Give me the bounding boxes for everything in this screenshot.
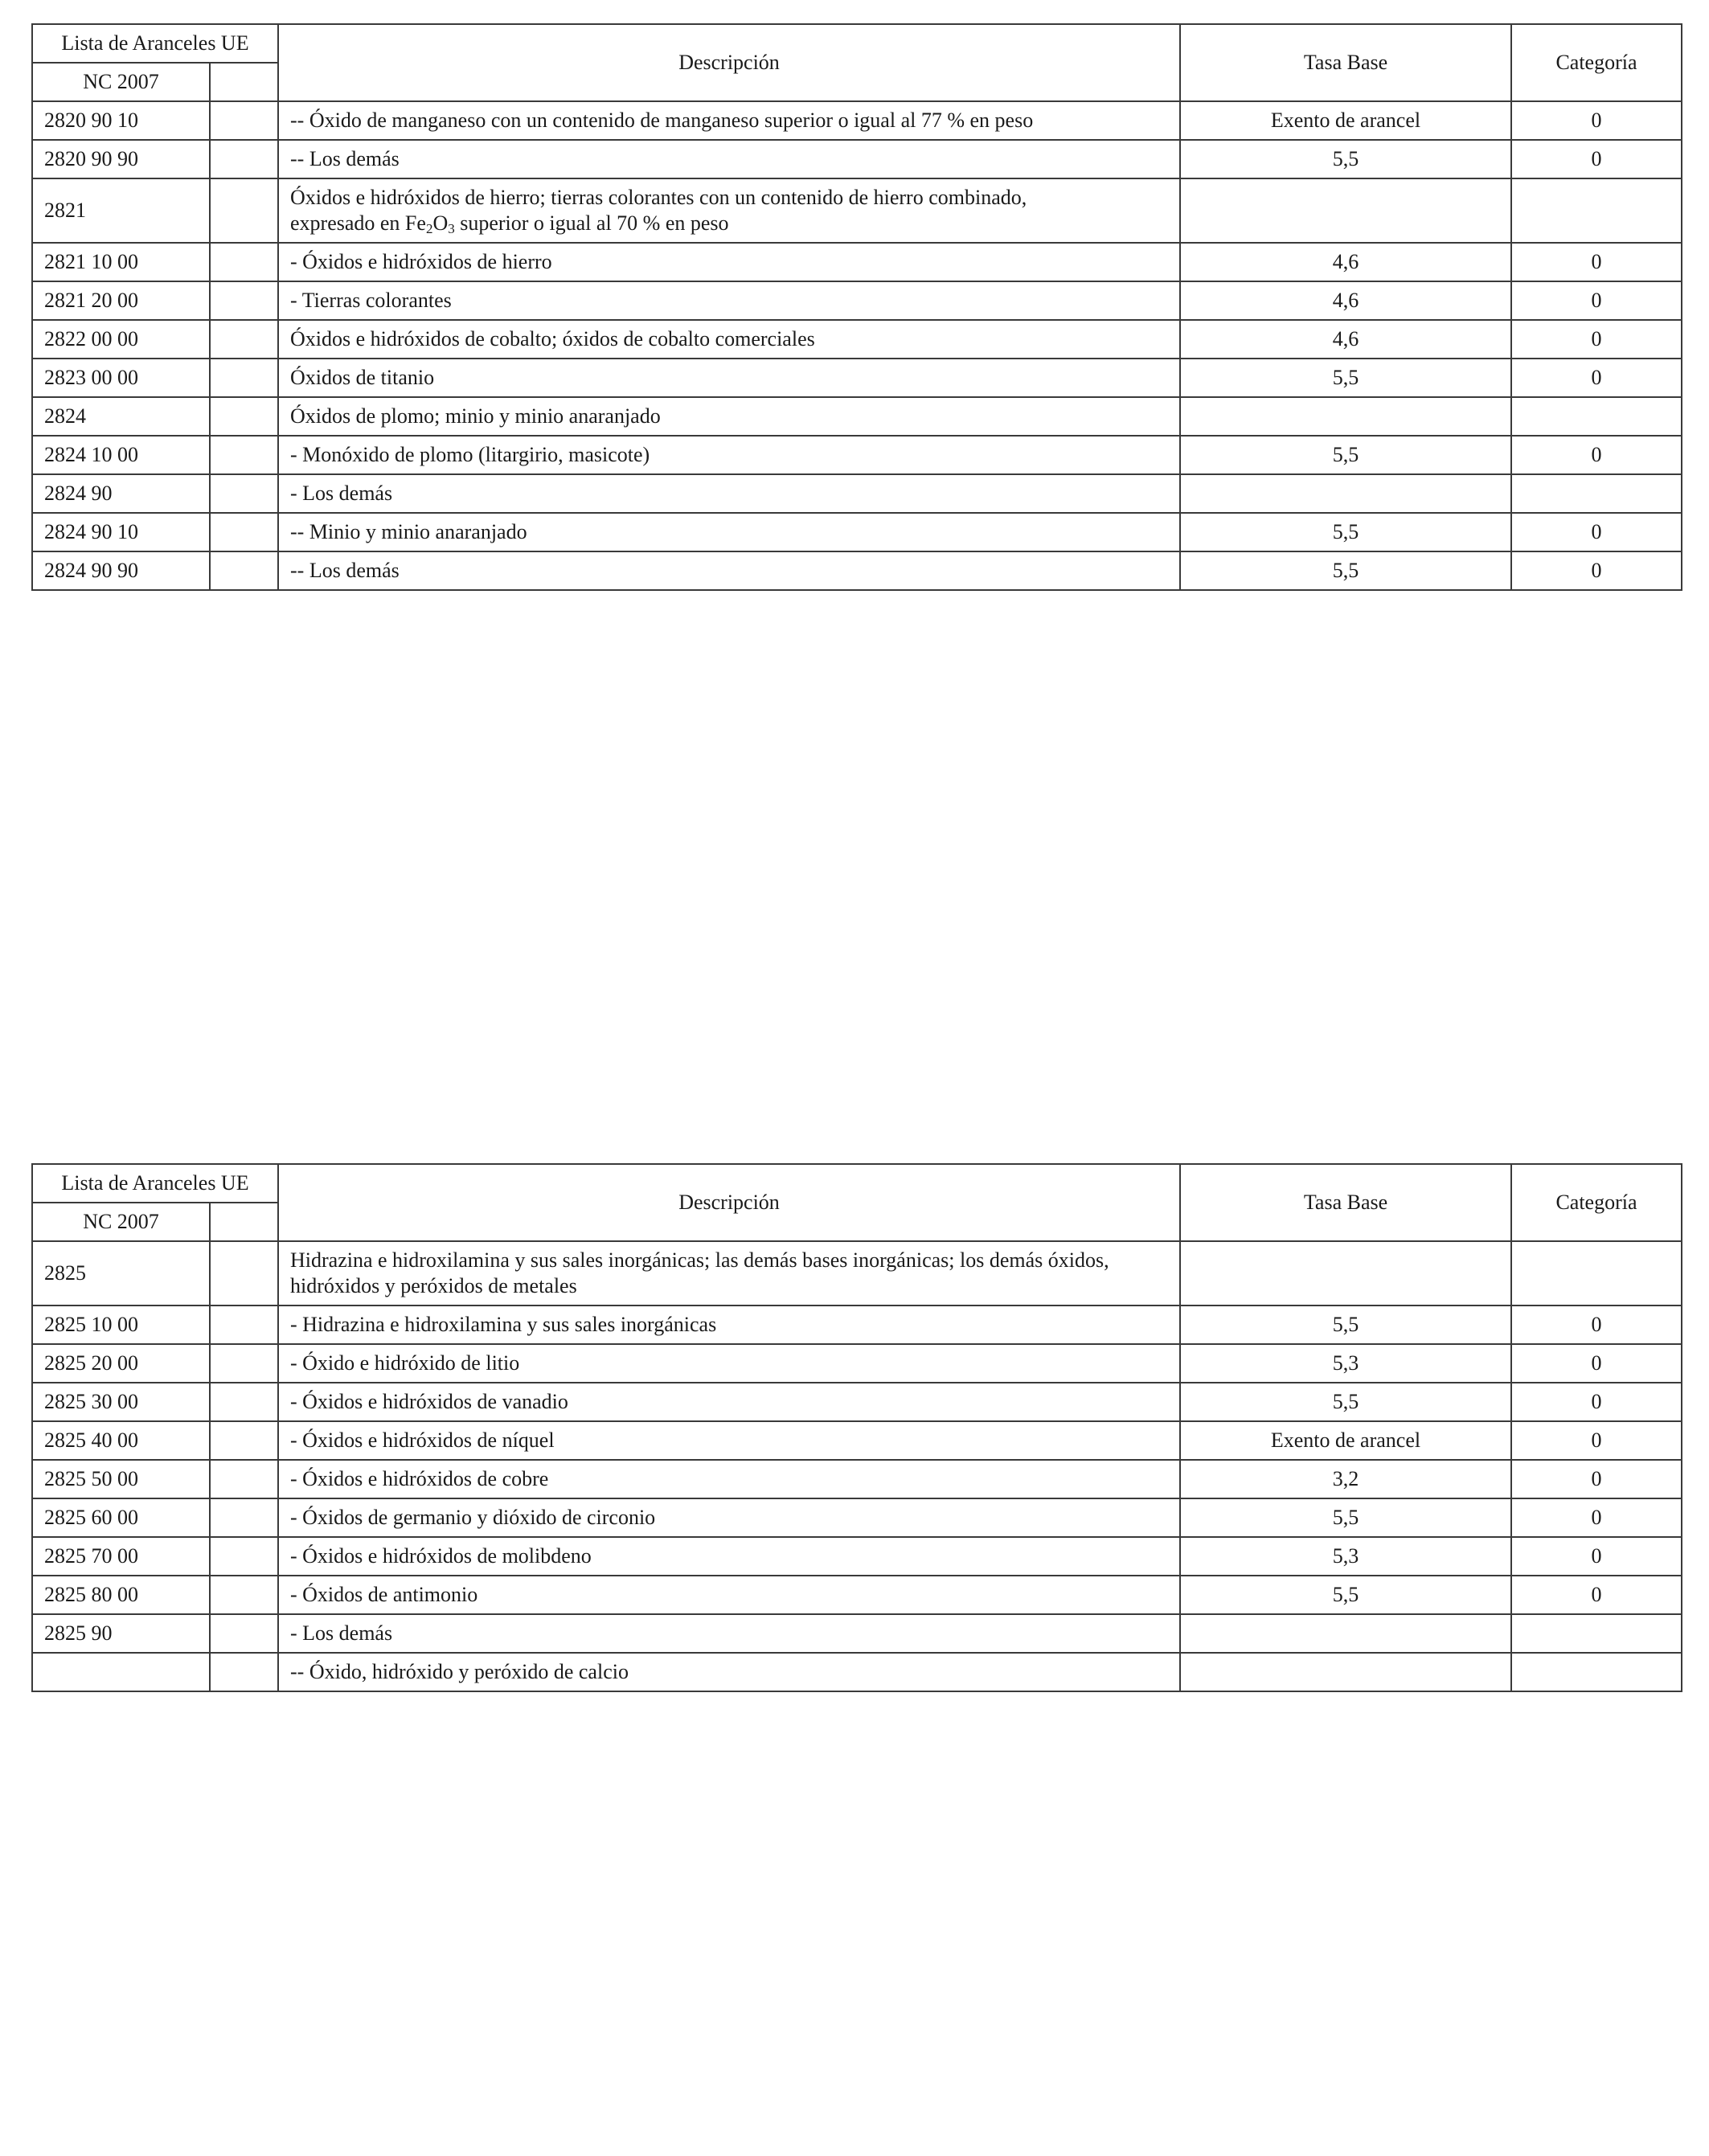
cell-cat: 0 bbox=[1511, 1576, 1682, 1614]
cell-blank bbox=[210, 474, 278, 513]
subscript: 2 bbox=[425, 221, 433, 236]
cell-cat: 0 bbox=[1511, 1421, 1682, 1460]
table-row bbox=[32, 513, 1682, 551]
cell-blank bbox=[210, 513, 278, 551]
cell-code: 2823 00 00 bbox=[32, 359, 210, 397]
cell-code: 2824 10 00 bbox=[32, 436, 210, 474]
header-tasa-base: Tasa Base bbox=[1180, 24, 1511, 101]
header-blank-cell bbox=[210, 1203, 278, 1241]
cell-tasa: 5,5 bbox=[1180, 1383, 1511, 1421]
cell-desc: - Óxidos e hidróxidos de hierro bbox=[278, 243, 1180, 281]
table-row bbox=[32, 1305, 1682, 1344]
cell-tasa: 4,6 bbox=[1180, 320, 1511, 359]
cell-tasa bbox=[1180, 1241, 1511, 1305]
desc-line-1: Óxidos e hidróxidos de hierro; tierras colorantes con un contenido de hierro combinado, bbox=[290, 186, 1027, 209]
cell-desc: Óxidos de plomo; minio y minio anaranjado bbox=[278, 397, 1180, 436]
cell-desc: -- Óxido, hidróxido y peróxido de calcio bbox=[278, 1653, 1180, 1691]
desc-text: expresado en Fe bbox=[290, 211, 426, 235]
cell-code: 2825 10 00 bbox=[32, 1305, 210, 1344]
cell-blank bbox=[210, 551, 278, 590]
table-row bbox=[32, 1460, 1682, 1498]
cell-blank bbox=[210, 436, 278, 474]
cell-tasa: 5,5 bbox=[1180, 359, 1511, 397]
cell-code: 2821 10 00 bbox=[32, 243, 210, 281]
cell-code: 2825 60 00 bbox=[32, 1498, 210, 1537]
cell-tasa: 3,2 bbox=[1180, 1460, 1511, 1498]
cell-desc: - Los demás bbox=[278, 474, 1180, 513]
cell-desc: - Óxidos de germanio y dióxido de circonio bbox=[278, 1498, 1180, 1537]
cell-code: 2824 90 90 bbox=[32, 551, 210, 590]
cell-desc: - Óxidos e hidróxidos de cobre bbox=[278, 1460, 1180, 1498]
cell-blank bbox=[210, 1537, 278, 1576]
cell-tasa: 4,6 bbox=[1180, 243, 1511, 281]
cell-code: 2821 20 00 bbox=[32, 281, 210, 320]
table-row bbox=[32, 1498, 1682, 1537]
cell-desc: -- Los demás bbox=[278, 551, 1180, 590]
cell-code: 2824 90 bbox=[32, 474, 210, 513]
cell-code: 2824 90 10 bbox=[32, 513, 210, 551]
header-row bbox=[32, 1164, 1682, 1203]
cell-cat bbox=[1511, 178, 1682, 243]
cell-tasa: 5,5 bbox=[1180, 513, 1511, 551]
table-row bbox=[32, 551, 1682, 590]
cell-code: 2821 bbox=[32, 178, 210, 243]
cell-tasa bbox=[1180, 178, 1511, 243]
cell-cat: 0 bbox=[1511, 243, 1682, 281]
header-nc-2007: NC 2007 bbox=[32, 63, 210, 101]
table-row bbox=[32, 1614, 1682, 1653]
header-nc-2007: NC 2007 bbox=[32, 1203, 210, 1241]
cell-cat: 0 bbox=[1511, 1305, 1682, 1344]
cell-code: 2820 90 90 bbox=[32, 140, 210, 178]
cell-cat: 0 bbox=[1511, 320, 1682, 359]
table-row bbox=[32, 1537, 1682, 1576]
cell-code: 2825 80 00 bbox=[32, 1576, 210, 1614]
cell-desc: - Óxidos e hidróxidos de vanadio bbox=[278, 1383, 1180, 1421]
cell-cat: 0 bbox=[1511, 359, 1682, 397]
desc-line-2: hidróxidos y peróxidos de metales bbox=[290, 1274, 577, 1297]
cell-tasa: 5,5 bbox=[1180, 1305, 1511, 1344]
cell-tasa: 5,5 bbox=[1180, 140, 1511, 178]
cell-tasa: 5,5 bbox=[1180, 551, 1511, 590]
cell-desc: - Tierras colorantes bbox=[278, 281, 1180, 320]
cell-tasa bbox=[1180, 1653, 1511, 1691]
cell-blank bbox=[210, 101, 278, 140]
desc-line-1: Hidrazina e hidroxilamina y sus sales inorgánicas; las demás bases inorgánicas; los demás óxidos, bbox=[290, 1248, 1109, 1272]
cell-desc: -- Minio y minio anaranjado bbox=[278, 513, 1180, 551]
cell-desc: - Óxidos e hidróxidos de níquel bbox=[278, 1421, 1180, 1460]
header-list-title: Lista de Aranceles UE bbox=[32, 24, 278, 63]
cell-blank bbox=[210, 243, 278, 281]
cell-cat: 0 bbox=[1511, 551, 1682, 590]
table-row bbox=[32, 1576, 1682, 1614]
cell-code: 2820 90 10 bbox=[32, 101, 210, 140]
desc-text: O bbox=[432, 211, 449, 235]
cell-blank bbox=[210, 1576, 278, 1614]
cell-blank bbox=[210, 359, 278, 397]
cell-tasa: 5,3 bbox=[1180, 1537, 1511, 1576]
cell-cat: 0 bbox=[1511, 140, 1682, 178]
cell-cat: 0 bbox=[1511, 1537, 1682, 1576]
subscript: 3 bbox=[448, 221, 455, 236]
cell-blank bbox=[210, 1241, 278, 1305]
cell-desc: - Óxidos de antimonio bbox=[278, 1576, 1180, 1614]
cell-code bbox=[32, 1653, 210, 1691]
cell-tasa: Exento de arancel bbox=[1180, 1421, 1511, 1460]
table-row bbox=[32, 359, 1682, 397]
cell-cat bbox=[1511, 397, 1682, 436]
cell-blank bbox=[210, 1383, 278, 1421]
cell-blank bbox=[210, 1498, 278, 1537]
header-list-title: Lista de Aranceles UE bbox=[32, 1164, 278, 1203]
cell-desc bbox=[278, 1241, 1180, 1305]
cell-code: 2825 20 00 bbox=[32, 1344, 210, 1383]
cell-tasa: 5,5 bbox=[1180, 436, 1511, 474]
cell-tasa bbox=[1180, 474, 1511, 513]
cell-cat bbox=[1511, 1241, 1682, 1305]
header-descripcion: Descripción bbox=[278, 24, 1180, 101]
cell-tasa bbox=[1180, 397, 1511, 436]
cell-desc: -- Óxido de manganeso con un contenido de manganeso superior o igual al 77 % en peso bbox=[278, 101, 1180, 140]
cell-blank bbox=[210, 1614, 278, 1653]
cell-cat: 0 bbox=[1511, 436, 1682, 474]
tariff-table-1 bbox=[31, 23, 1682, 591]
cell-code: 2825 50 00 bbox=[32, 1460, 210, 1498]
cell-desc: - Óxido e hidróxido de litio bbox=[278, 1344, 1180, 1383]
cell-code: 2825 30 00 bbox=[32, 1383, 210, 1421]
cell-blank bbox=[210, 1344, 278, 1383]
header-blank-cell bbox=[210, 63, 278, 101]
table-row bbox=[32, 397, 1682, 436]
cell-cat: 0 bbox=[1511, 1498, 1682, 1537]
cell-blank bbox=[210, 140, 278, 178]
cell-cat: 0 bbox=[1511, 513, 1682, 551]
cell-desc: Óxidos e hidróxidos de cobalto; óxidos de cobalto comerciales bbox=[278, 320, 1180, 359]
table-row bbox=[32, 474, 1682, 513]
cell-blank bbox=[210, 397, 278, 436]
tariff-table-2 bbox=[31, 1163, 1682, 1692]
cell-blank bbox=[210, 1460, 278, 1498]
table-row bbox=[32, 243, 1682, 281]
cell-cat: 0 bbox=[1511, 1383, 1682, 1421]
table-row bbox=[32, 1421, 1682, 1460]
cell-code: 2825 90 bbox=[32, 1614, 210, 1653]
cell-cat: 0 bbox=[1511, 101, 1682, 140]
header-categoria: Categoría bbox=[1511, 24, 1682, 101]
header-descripcion: Descripción bbox=[278, 1164, 1180, 1241]
header-categoria: Categoría bbox=[1511, 1164, 1682, 1241]
table-row bbox=[32, 320, 1682, 359]
cell-code: 2825 40 00 bbox=[32, 1421, 210, 1460]
cell-code: 2825 bbox=[32, 1241, 210, 1305]
cell-blank bbox=[210, 178, 278, 243]
desc-text: superior o igual al 70 % en peso bbox=[454, 211, 729, 235]
cell-code: 2822 00 00 bbox=[32, 320, 210, 359]
cell-cat: 0 bbox=[1511, 1460, 1682, 1498]
cell-tasa: Exento de arancel bbox=[1180, 101, 1511, 140]
cell-tasa bbox=[1180, 1614, 1511, 1653]
table-row bbox=[32, 281, 1682, 320]
cell-blank bbox=[210, 320, 278, 359]
cell-desc: -- Los demás bbox=[278, 140, 1180, 178]
cell-code: 2825 70 00 bbox=[32, 1537, 210, 1576]
cell-desc: - Óxidos e hidróxidos de molibdeno bbox=[278, 1537, 1180, 1576]
cell-desc: - Monóxido de plomo (litargirio, masicote) bbox=[278, 436, 1180, 474]
table-row bbox=[32, 436, 1682, 474]
table-row bbox=[32, 1383, 1682, 1421]
cell-tasa: 4,6 bbox=[1180, 281, 1511, 320]
cell-tasa: 5,5 bbox=[1180, 1576, 1511, 1614]
cell-desc bbox=[278, 178, 1180, 243]
table-row bbox=[32, 178, 1682, 243]
desc-line-2 bbox=[290, 211, 1168, 236]
cell-blank bbox=[210, 1421, 278, 1460]
cell-desc: - Hidrazina e hidroxilamina y sus sales inorgánicas bbox=[278, 1305, 1180, 1344]
table-row bbox=[32, 1344, 1682, 1383]
header-row bbox=[32, 24, 1682, 63]
cell-desc: Óxidos de titanio bbox=[278, 359, 1180, 397]
cell-tasa: 5,3 bbox=[1180, 1344, 1511, 1383]
cell-cat bbox=[1511, 1614, 1682, 1653]
cell-blank bbox=[210, 1305, 278, 1344]
cell-blank bbox=[210, 1653, 278, 1691]
table-row bbox=[32, 1241, 1682, 1305]
cell-code: 2824 bbox=[32, 397, 210, 436]
header-tasa-base: Tasa Base bbox=[1180, 1164, 1511, 1241]
table-row bbox=[32, 140, 1682, 178]
cell-cat: 0 bbox=[1511, 281, 1682, 320]
cell-tasa: 5,5 bbox=[1180, 1498, 1511, 1537]
table-row bbox=[32, 101, 1682, 140]
cell-cat bbox=[1511, 1653, 1682, 1691]
cell-cat: 0 bbox=[1511, 1344, 1682, 1383]
cell-cat bbox=[1511, 474, 1682, 513]
cell-blank bbox=[210, 281, 278, 320]
cell-desc: - Los demás bbox=[278, 1614, 1180, 1653]
table-row bbox=[32, 1653, 1682, 1691]
